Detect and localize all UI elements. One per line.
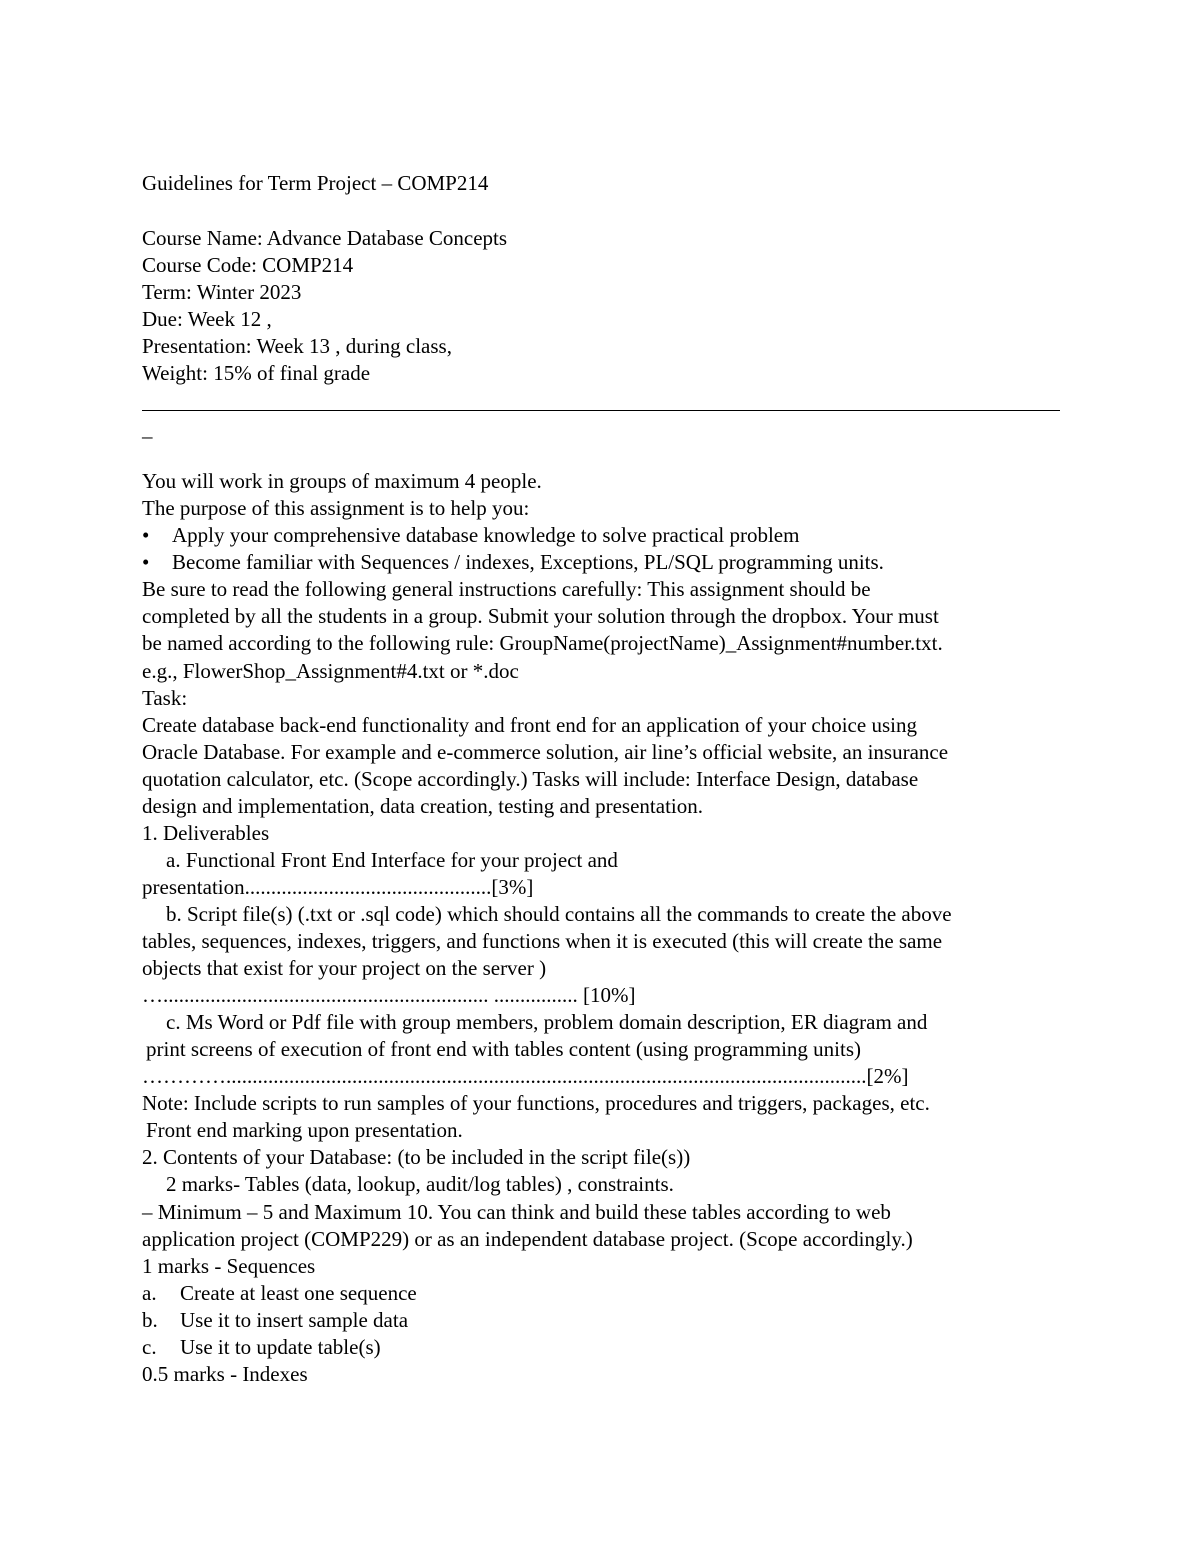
horizontal-divider bbox=[142, 410, 1060, 411]
instructions-line: e.g., FlowerShop_Assignment#4.txt or *.doc bbox=[142, 659, 519, 683]
task-line: Create database back-end functionality and front end for an application of your choice using bbox=[142, 713, 917, 737]
deliverable-b-line: b. Script file(s) (.txt or .sql code) which should contains all the commands to create the above bbox=[166, 902, 952, 926]
sequence-item bbox=[142, 1307, 408, 1334]
deliverable-b-line: objects that exist for your project on the server ) bbox=[142, 956, 547, 980]
note-line: Note: Include scripts to run samples of your functions, procedures and triggers, packages, etc. bbox=[142, 1091, 930, 1115]
deliverable-a-line: presentation...............................................[3%] bbox=[142, 875, 534, 899]
sequence-item-text: Create at least one sequence bbox=[180, 1281, 417, 1305]
contents-tables-line: 2 marks- Tables (data, lookup, audit/log tables) , constraints. bbox=[166, 1172, 674, 1196]
course-weight: Weight: 15% of final grade bbox=[142, 361, 371, 385]
deliverable-a-line: a. Functional Front End Interface for your project and bbox=[166, 848, 618, 872]
document-title: Guidelines for Term Project – COMP214 bbox=[142, 171, 489, 195]
bullet-item bbox=[142, 522, 799, 549]
task-line: quotation calculator, etc. (Scope accordingly.) Tasks will include: Interface Design, database bbox=[142, 767, 919, 791]
contents-indexes-line: 0.5 marks - Indexes bbox=[142, 1362, 308, 1386]
bullet-item bbox=[142, 549, 884, 576]
task-line: Oracle Database. For example and e-commerce solution, air line’s official website, an insurance bbox=[142, 740, 949, 764]
bullet-text: Become familiar with Sequences / indexes, Exceptions, PL/SQL programming units. bbox=[172, 550, 884, 574]
instructions-line: Be sure to read the following general instructions carefully: This assignment should be bbox=[142, 577, 871, 601]
sequence-item-label: c. bbox=[142, 1335, 157, 1359]
instructions-line: completed by all the students in a group. Submit your solution through the dropbox. Your must bbox=[142, 604, 939, 628]
course-due: Due: Week 12 , bbox=[142, 307, 272, 331]
bullet-text: Apply your comprehensive database knowledge to solve practical problem bbox=[172, 523, 800, 547]
sequence-item-text: Use it to insert sample data bbox=[180, 1308, 409, 1332]
task-line: design and implementation, data creation, testing and presentation. bbox=[142, 794, 704, 818]
sequence-item bbox=[142, 1280, 417, 1307]
intro-purpose: The purpose of this assignment is to help you: bbox=[142, 496, 530, 520]
sequence-item-text: Use it to update table(s) bbox=[180, 1335, 381, 1359]
sequence-item bbox=[142, 1334, 381, 1361]
course-term: Term: Winter 2023 bbox=[142, 280, 302, 304]
deliverable-c-line: …………..........................................................................................................................[2%] bbox=[142, 1064, 909, 1088]
deliverable-b-line: tables, sequences, indexes, triggers, and functions when it is executed (this will create the same bbox=[142, 929, 943, 953]
deliverable-c-line: c. Ms Word or Pdf file with group members, problem domain description, ER diagram and bbox=[166, 1010, 928, 1034]
sequence-item-label: b. bbox=[142, 1308, 158, 1332]
bullet-icon: • bbox=[142, 550, 150, 574]
contents-heading: 2. Contents of your Database: (to be included in the script file(s)) bbox=[142, 1145, 691, 1169]
course-name: Course Name: Advance Database Concepts bbox=[142, 226, 508, 250]
course-presentation: Presentation: Week 13 , during class, bbox=[142, 334, 452, 358]
sequence-item-label: a. bbox=[142, 1281, 157, 1305]
note-line: Front end marking upon presentation. bbox=[146, 1118, 463, 1142]
course-code: Course Code: COMP214 bbox=[142, 253, 354, 277]
intro-groups: You will work in groups of maximum 4 people. bbox=[142, 469, 542, 493]
deliverables-heading: 1. Deliverables bbox=[142, 821, 270, 845]
bullet-icon: • bbox=[142, 523, 150, 547]
instructions-line: be named according to the following rule: GroupName(projectName)_Assignment#number.txt. bbox=[142, 631, 943, 655]
contents-minmax-line: – Minimum – 5 and Maximum 10. You can think and build these tables according to web bbox=[142, 1200, 891, 1224]
contents-sequences-line: 1 marks - Sequences bbox=[142, 1254, 316, 1278]
divider-tail: – bbox=[142, 424, 153, 448]
task-label: Task: bbox=[142, 686, 188, 710]
contents-minmax-line: application project (COMP229) or as an independent database project. (Scope accordingly.) bbox=[142, 1227, 913, 1251]
deliverable-c-line: print screens of execution of front end with tables content (using programming units) bbox=[146, 1037, 861, 1061]
deliverable-b-line: ….............................................................. ................ [10%] bbox=[142, 983, 636, 1007]
